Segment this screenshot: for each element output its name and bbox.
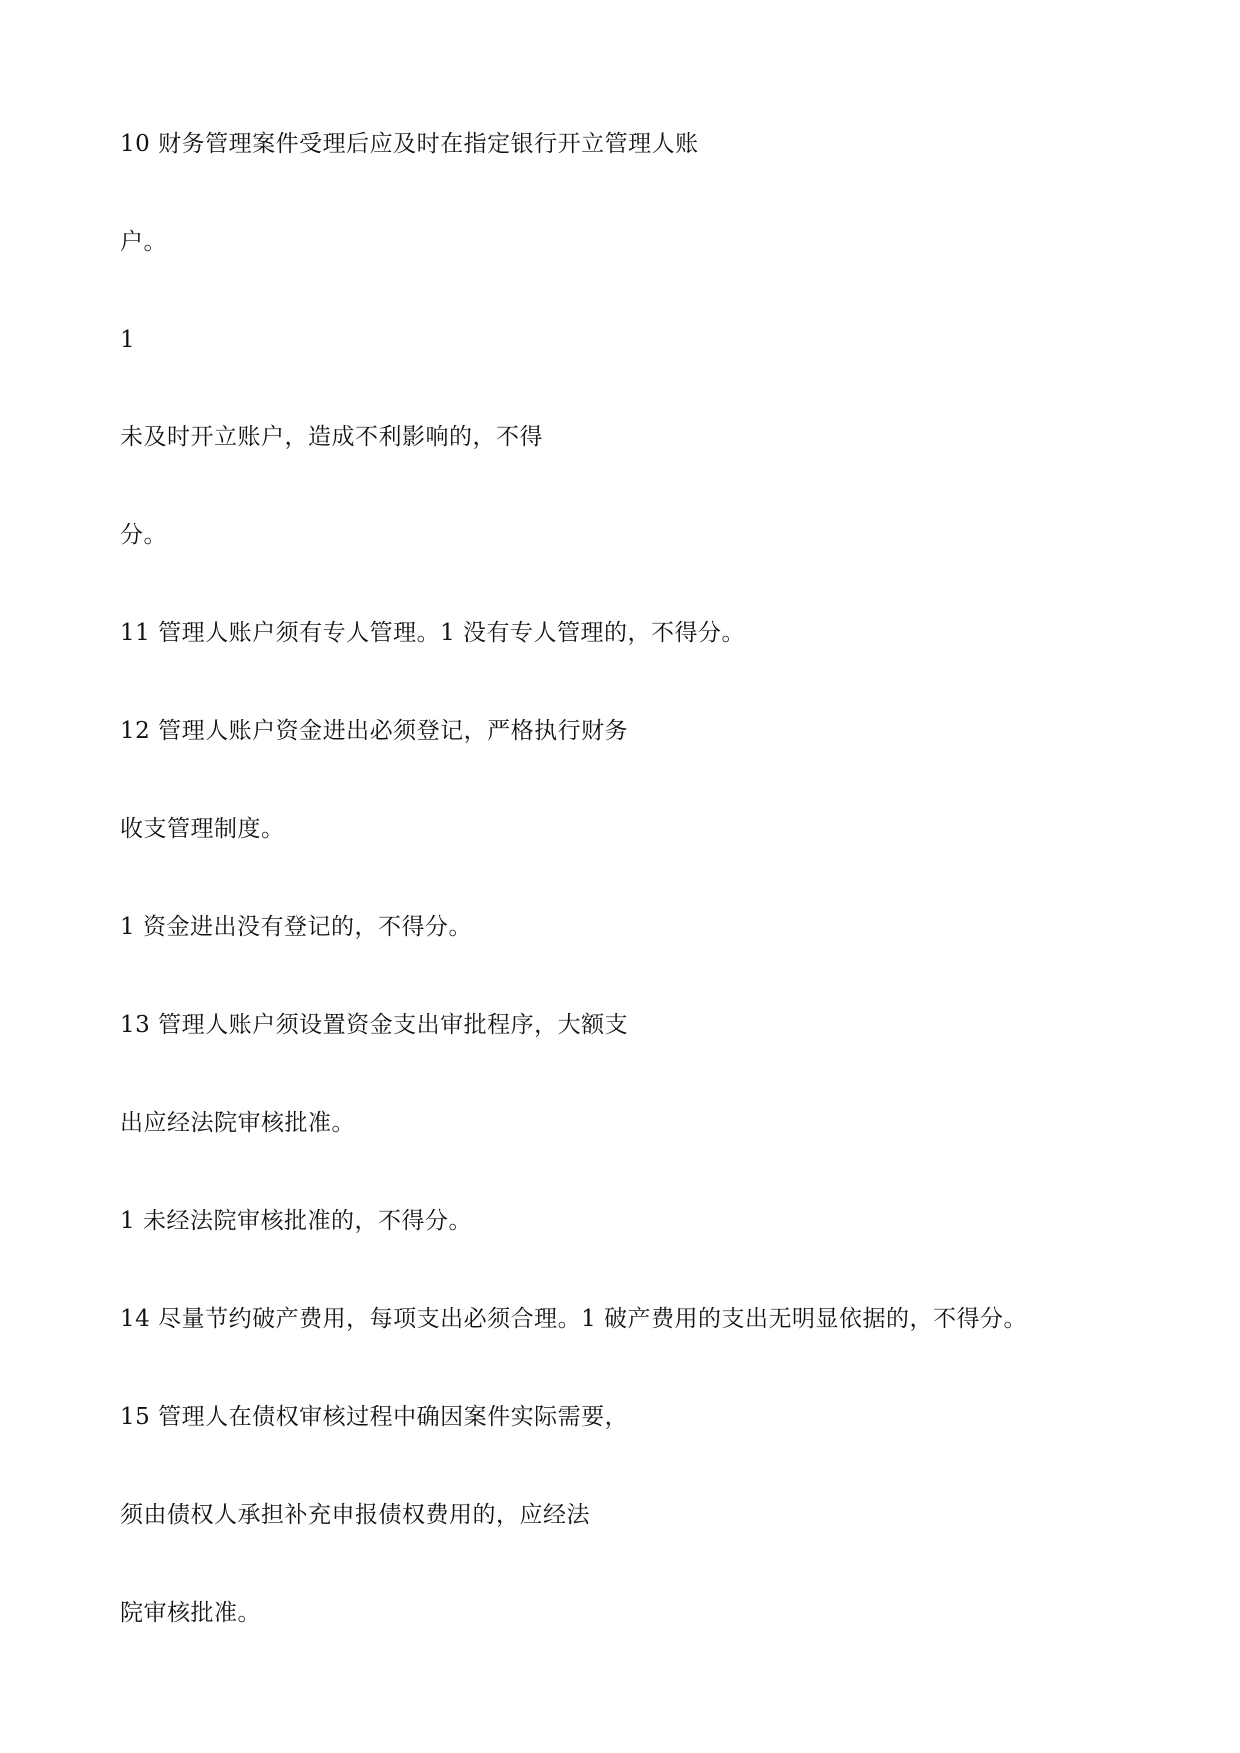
text-line: 院审核批准。 <box>120 1600 261 1626</box>
text-line: 14 尽量节约破产费用，每项支出必须合理。1 破产费用的支出无明显依据的，不得分。 <box>120 1306 1028 1332</box>
text-line: 收支管理制度。 <box>120 816 285 842</box>
text-line: 1 <box>120 327 136 353</box>
text-line: 出应经法院审核批准。 <box>120 1110 355 1136</box>
text-line: 须由债权人承担补充申报债权费用的，应经法 <box>120 1502 590 1528</box>
text-line: 15 管理人在债权审核过程中确因案件实际需要， <box>120 1404 629 1430</box>
text-line: 户。 <box>120 229 167 255</box>
text-line: 1 资金进出没有登记的，不得分。 <box>120 914 472 940</box>
text-line: 13 管理人账户须设置资金支出审批程序，大额支 <box>120 1012 629 1038</box>
text-line: 分。 <box>120 522 167 548</box>
text-line: 11 管理人账户须有专人管理。1 没有专人管理的，不得分。 <box>120 620 746 646</box>
text-line: 12 管理人账户资金进出必须登记，严格执行财务 <box>120 718 629 744</box>
text-line: 1 未经法院审核批准的，不得分。 <box>120 1208 472 1234</box>
text-line: 未及时开立账户，造成不利影响的，不得 <box>120 424 543 450</box>
text-line: 10 财务管理案件受理后应及时在指定银行开立管理人账 <box>120 131 699 157</box>
